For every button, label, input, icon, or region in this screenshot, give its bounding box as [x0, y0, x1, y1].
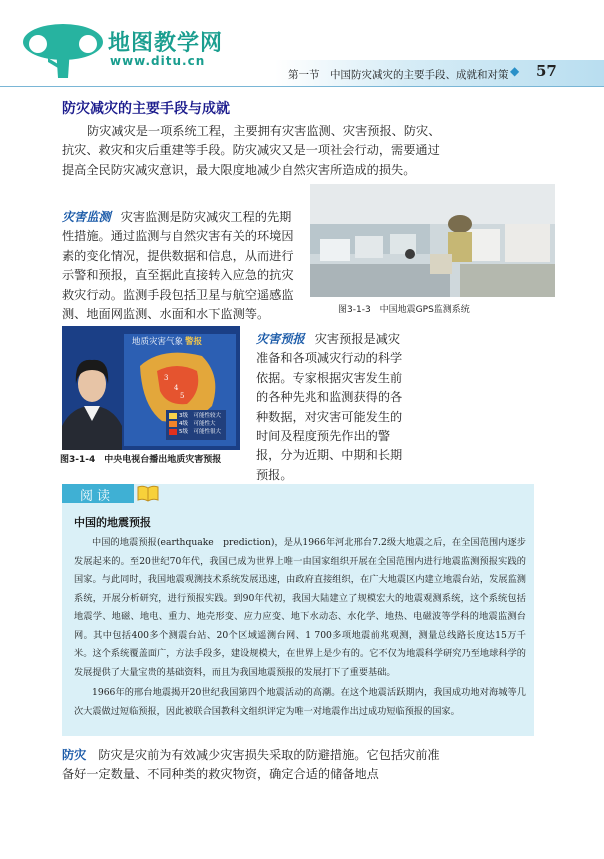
figure-3-1-4-caption: 图3-1-4 中央电视台播出地质灾害预报	[60, 455, 222, 465]
prevention-paragraph	[62, 746, 442, 785]
forecast-term: 灾害预报	[256, 332, 305, 346]
logo-title: 地图教学网	[108, 31, 224, 56]
logo-tree-icon	[18, 20, 108, 80]
figure-3-1-3-caption: 图3-1-3 中国地震GPS监测系统	[338, 305, 470, 315]
monitoring-paragraph	[62, 208, 302, 324]
tv-forecast-photo	[62, 326, 240, 450]
tv-legend-item: 5级 可能性很大	[179, 429, 221, 435]
forecast-text: 灾害预报是减灾准备和各项减灾行动的科学依据。专家根据灾害发生前的各种先兆和监测获得的各种数据，对灾害可能发生的时间及程度预先作出的警报，分为近期、中期和长期预报。	[256, 332, 403, 482]
tv-legend-item: 4级 可能性大	[179, 421, 216, 427]
reading-paragraph-2: 1966年的邢台地震揭开20世纪我国第四个地震活动的高潮。在这个地震活跃期内，我国成功地对海城等几次大震做过短临预报，因此被联合国教科文组织评定为唯一对地震作出过成功短临预报的国家。	[74, 687, 526, 717]
diamond-icon: ◆	[510, 64, 520, 78]
tv-banner-text: 地质灾害气象	[132, 337, 184, 347]
book-icon	[137, 484, 159, 502]
page-number: 57	[536, 62, 557, 80]
map-label-4: 4	[174, 384, 179, 392]
section-title: 防灾减灾的主要手段与成就	[62, 101, 230, 117]
tv-banner-highlight: 警报	[185, 337, 203, 347]
monitoring-term: 灾害监测	[62, 210, 111, 224]
logo-url: www.ditu.cn	[110, 54, 206, 68]
header-section-title: 第一节 中国防灾减灾的主要手段、成就和对策	[288, 69, 509, 81]
map-label-3: 3	[164, 374, 169, 382]
reading-label: 阅读	[80, 489, 115, 504]
map-label-5: 5	[180, 392, 185, 400]
intro-paragraph: 防灾减灾是一项系统工程，主要拥有灾害监测、灾害预报、防灾、抗灾、救灾和灾后重建等手段。防灾减灾又是一项社会行动，需要通过提高全民防灾减灾意识，最大限度地减少自然灾害所造成的损失。	[62, 124, 441, 177]
tv-legend	[179, 412, 221, 436]
header-divider	[0, 86, 604, 87]
forecast-paragraph	[256, 330, 411, 485]
prevention-term: 防灾	[62, 748, 87, 762]
monitoring-text: 灾害监测是防灾减灾工程的先期性措施。通过监测与自然灾害有关的环境因素的变化情况，提供数据和信息，从而进行示警和预报，直至据此直接转入应急的抗灾救灾行动。监测手段包括卫星与航空遥感监测、地面网监测、水面和水下监测等。	[62, 210, 294, 322]
reading-paragraph-1: 中国的地震预报(earthquake prediction)，是从1966年河北邢台7.2级大地震之后，在全国范围内逐步发展起来的。至20世纪70年代，我国已成为世界上唯一由国家组织开展在全国范围内进行地震监测预报实践的国家。与此同时，我国地震观测技术系统发展迅速，由政府直接组织，在广大地震区内建立地震台站，发展监测系统，开展分析研究，进行预报实践。到90年代初，我国大陆建立了规模宏大的地震观测系统，这个系统包括地震学、地磁、地电、重力、地壳形变、应力应变、地下水动态、水化学、地热、电磁波等学科的地震监测台网。其中包括400多个测震台站、20个区域遥测台网、1 700多项地震前兆观测，测量总线路长度达15万千米。这个系统覆盖面广，方法手段多，建设规模大，在世界上是少有的。它不仅为地震科学研究乃至地球科学的发展提供了大量宝贵的基础资料，而且为我国地震预报的发展打下了重要基础。	[74, 537, 526, 678]
reading-title: 中国的地震预报	[74, 516, 151, 529]
tv-banner	[132, 335, 202, 347]
prevention-text: 防灾是灾前为有效减少灾害损失采取的防避措施。它包括灾前准备好一定数量、不同种类的救灾物资，确定合适的储备地点	[62, 748, 440, 782]
gps-monitoring-photo	[310, 184, 555, 297]
tv-legend-item: 3级 可能性较大	[179, 413, 221, 419]
